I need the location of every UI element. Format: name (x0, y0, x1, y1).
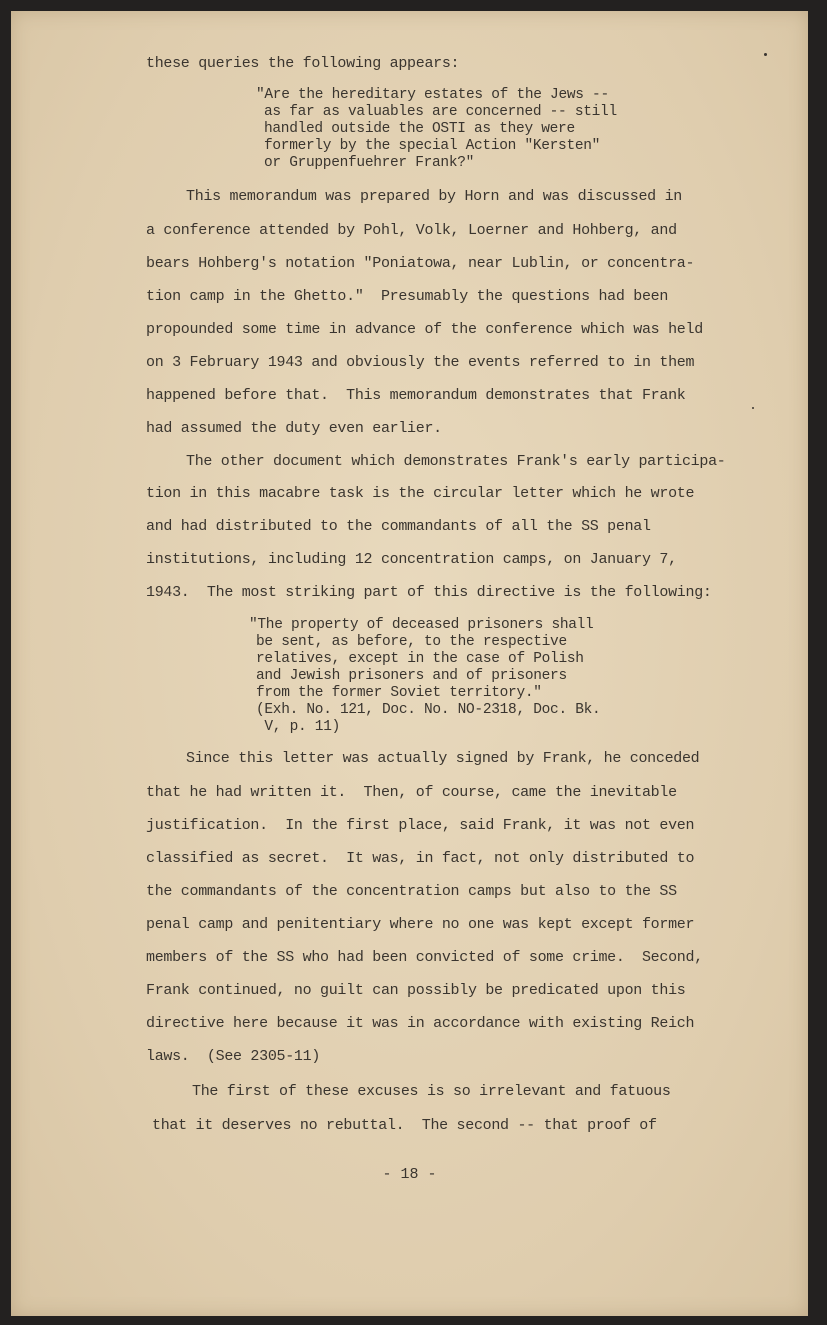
quote-line: formerly by the special Action "Kersten" (264, 138, 601, 154)
text-line: This memorandum was prepared by Horn and was discussed in (186, 188, 682, 205)
text-line: happened before that. This memorandum demonstrates that Frank (146, 387, 686, 404)
page-number: - 18 - (382, 1166, 437, 1183)
text-line: classified as secret. It was, in fact, not only distributed to (146, 850, 695, 867)
text-line: The other document which demonstrates Frank's early participa- (186, 453, 726, 470)
text-line: tion camp in the Ghetto." Presumably the questions had been (146, 288, 669, 305)
text-line: that it deserves no rebuttal. The second -- that proof of (152, 1117, 657, 1134)
text-line: Frank continued, no guilt can possibly be predicated upon this (146, 982, 686, 999)
text-line: 1943. The most striking part of this directive is the following: (146, 584, 712, 601)
text-line: and had distributed to the commandants of all the SS penal (146, 518, 651, 535)
text-line: Since this letter was actually signed by Frank, he conceded (186, 750, 700, 767)
text-line: these queries the following appears: (146, 55, 460, 72)
text-line: institutions, including 12 concentration camps, on January 7, (146, 551, 677, 568)
text-line: The first of these excuses is so irrelevant and fatuous (192, 1083, 671, 1100)
quote-line: V, p. 11) (256, 719, 341, 735)
text-line: that he had written it. Then, of course, came the inevitable (146, 784, 677, 801)
text-line: bears Hohberg's notation "Poniatowa, near Lublin, or concentra- (146, 255, 695, 272)
text-line: the commandants of the concentration camps but also to the SS (146, 883, 677, 900)
document-page (11, 11, 808, 1316)
text-line: a conference attended by Pohl, Volk, Loerner and Hohberg, and (146, 222, 677, 239)
quote-line: or Gruppenfuehrer Frank?" (264, 155, 475, 171)
text-line: directive here because it was in accordance with existing Reich (146, 1015, 695, 1032)
text-line: justification. In the first place, said Frank, it was not even (146, 817, 695, 834)
paper-speck (752, 407, 754, 409)
quote-line: handled outside the OSTI as they were (264, 121, 575, 137)
paper-speck (764, 53, 767, 56)
quote-line: (Exh. No. 121, Doc. No. NO-2318, Doc. Bk. (256, 702, 601, 718)
text-line: laws. (See 2305-11) (146, 1048, 321, 1065)
quote-line: relatives, except in the case of Polish (256, 651, 584, 667)
quote-line: "The property of deceased prisoners shall (249, 617, 594, 633)
text-line: penal camp and penitentiary where no one was kept except former (146, 916, 695, 933)
text-line: members of the SS who had been convicted of some crime. Second, (146, 949, 703, 966)
quote-line: and Jewish prisoners and of prisoners (256, 668, 567, 684)
quote-line: as far as valuables are concerned -- still (264, 104, 617, 120)
quote-line: from the former Soviet territory." (256, 685, 542, 701)
text-line: had assumed the duty even earlier. (146, 420, 442, 437)
quote-line: "Are the hereditary estates of the Jews -- (256, 87, 609, 103)
quote-line: be sent, as before, to the respective (256, 634, 567, 650)
text-line: on 3 February 1943 and obviously the events referred to in them (146, 354, 695, 371)
text-line: tion in this macabre task is the circular letter which he wrote (146, 485, 695, 502)
text-line: propounded some time in advance of the conference which was held (146, 321, 703, 338)
